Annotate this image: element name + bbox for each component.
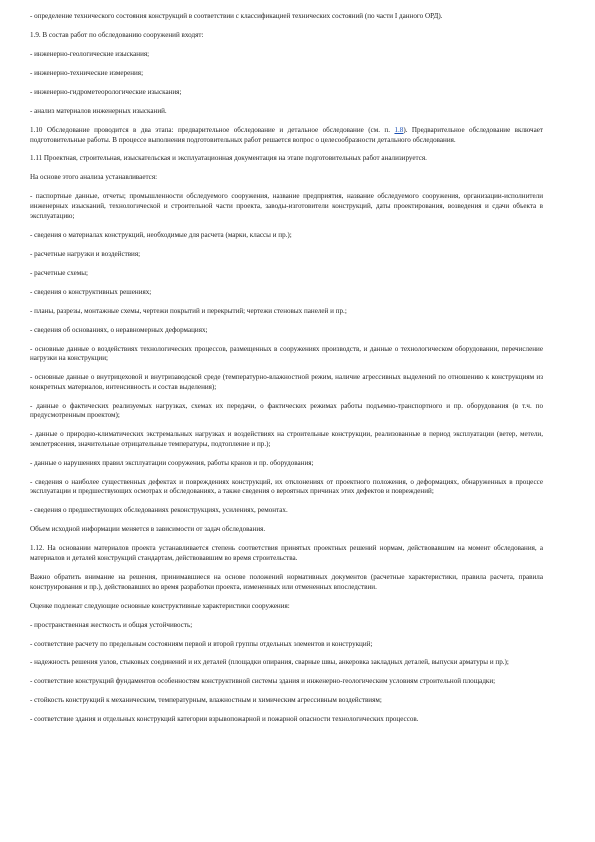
paragraph [30, 126, 543, 145]
paragraph: - сведения о материалах конструкций, необходимые для расчета (марки, классы и пр.); [30, 230, 292, 239]
paragraph: - данные о природно-климатических экстремальных нагрузках и воздействиях на строительные конструкции, реализованные в период эксплуатации (ветер, метели, землетрясения, значительные отрицательные температуры, подтопление и пр.); [30, 430, 543, 448]
paragraph: - надежность решения узлов, стыковых соединений и их деталей (площадки опирания, сварные швы, анкеровка закладных деталей, выпуски арматуры и пр.); [30, 658, 509, 667]
paragraph: 1.12. На основании материалов проекта устанавливается степень соответствия принятых проектных решений нормам, действовавшим на момент обследования, а материалов и деталей конструкций стандартам, действовавшим во время строительства. [30, 544, 543, 562]
paragraph: - соответствие конструкций фундаментов особенностям конструктивной системы здания и инженерно-геологическим условиям строительной площадки; [30, 677, 496, 686]
paragraph-text: 1.10 Обследование проводится в два этапа: предварительное обследование и детальное обследование (см. п. [30, 125, 395, 134]
paragraph: - инженерно-геологические изыскания; [30, 49, 150, 58]
paragraph: - анализ материалов инженерных изысканий. [30, 106, 167, 115]
paragraph: Важно обратить внимание на решения, принимавшиеся на основе положений нормативных документов (расчетные характеристики, правила расчета, правила конструирования и пр.), действовавших во время разработки проекта, измененных или отмененных впоследствии. [30, 572, 543, 591]
paragraph: - основные данные о внутрицеховой и внутризаводской среде (температурно-влажностной режим, наличие агрессивных выделений по отношению к конструкциям из конкретных материалов, интенсивность и состав выделения); [30, 373, 543, 391]
paragraph: - паспортные данные, отчеты; промышленности обследуемого сооружения, название предприятия, название обследуемого сооружения, организации-исполнители инженерных изысканий, технологической и строительной части проекта, заводы-изготовители конструкций, даты проектирования, возведения и сдачи объекта в эксплуатацию; [30, 192, 543, 220]
paragraph: - основные данные о воздействиях технологических процессов, размещенных в сооружениях производств, и данные о технологическом оборудовании, перечисление нагрузки на конструкции; [30, 344, 543, 363]
paragraph: - сведения о конструктивных решениях; [30, 287, 152, 296]
paragraph: - соответствие здания и отдельных конструкций категории взрывопожарной и пожарной опасности технологических процессов. [30, 715, 419, 724]
paragraph: - инженерно-гидрометеорологические изыскания; [30, 87, 182, 96]
paragraph: - сведения об основаниях, о неравномерных деформациях; [30, 325, 208, 334]
paragraph: - расчетные нагрузки и воздействия; [30, 249, 141, 258]
paragraph: На основе этого анализа устанавливается: [30, 173, 158, 182]
paragraph: - соответствие расчету по предельным состояниям первой и второй группы отдельных элементов и конструкций; [30, 639, 373, 648]
paragraph: - данные о фактических реализуемых нагрузках, схемах их передачи, о фактических режимах работы подъемно-транспортного и пр. оборудования (в т.ч. по предусмотренным проектом); [30, 401, 543, 420]
paragraph: - пространственная жесткость и общая устойчивость; [30, 620, 193, 629]
paragraph: - данные о нарушениях правил эксплуатации сооружения, работы кранов и пр. оборудования; [30, 458, 314, 467]
paragraph: - инженерно-технические измерения; [30, 68, 144, 77]
paragraph: Объем исходной информации меняется в зависимости от задач обследования. [30, 525, 266, 534]
paragraph: - сведения о наиболее существенных дефектах и повреждениях конструкций, их отклонениях от проектного положения, о деформациях, обнаруженных в процессе эксплуатации и предшествующих осмотрах и обследованиях, а также сведения о вероятных причинах этих дефектов и повреждений; [30, 477, 543, 496]
paragraph: - сведения о предшествующих обследованиях реконструкциях, усилениях, ремонтах. [30, 506, 288, 515]
paragraph: Оценке подлежат следующие основные конструктивные характеристики сооружения: [30, 601, 290, 610]
paragraph: - стойкость конструкций к механическим, температурным, влажностным и химическим агрессивным воздействиям; [30, 696, 382, 705]
paragraph: 1.9. В состав работ по обследованию сооружений входят: [30, 30, 204, 39]
clause-link[interactable]: 1.8 [394, 125, 404, 134]
paragraph: - определение технического состояния конструкций в соответствии с классификацией технических состояний (по части I данного ОРД). [30, 12, 443, 20]
paragraph: - планы, разрезы, монтажные схемы, чертежи покрытий и перекрытий; чертежи стеновых панелей и пр.; [30, 306, 347, 315]
paragraph: 1.11 Проектная, строительная, изыскательская и эксплуатационная документация на этапе подготовительных работ анализируется. [30, 154, 427, 163]
paragraph-text: ). Предварительное обследование включает подготовительные работы. В процессе выполнения подготовительных работ решается вопрос о целесообразности детального обследования. [30, 125, 544, 144]
paragraph: - расчетные схемы; [30, 268, 88, 277]
